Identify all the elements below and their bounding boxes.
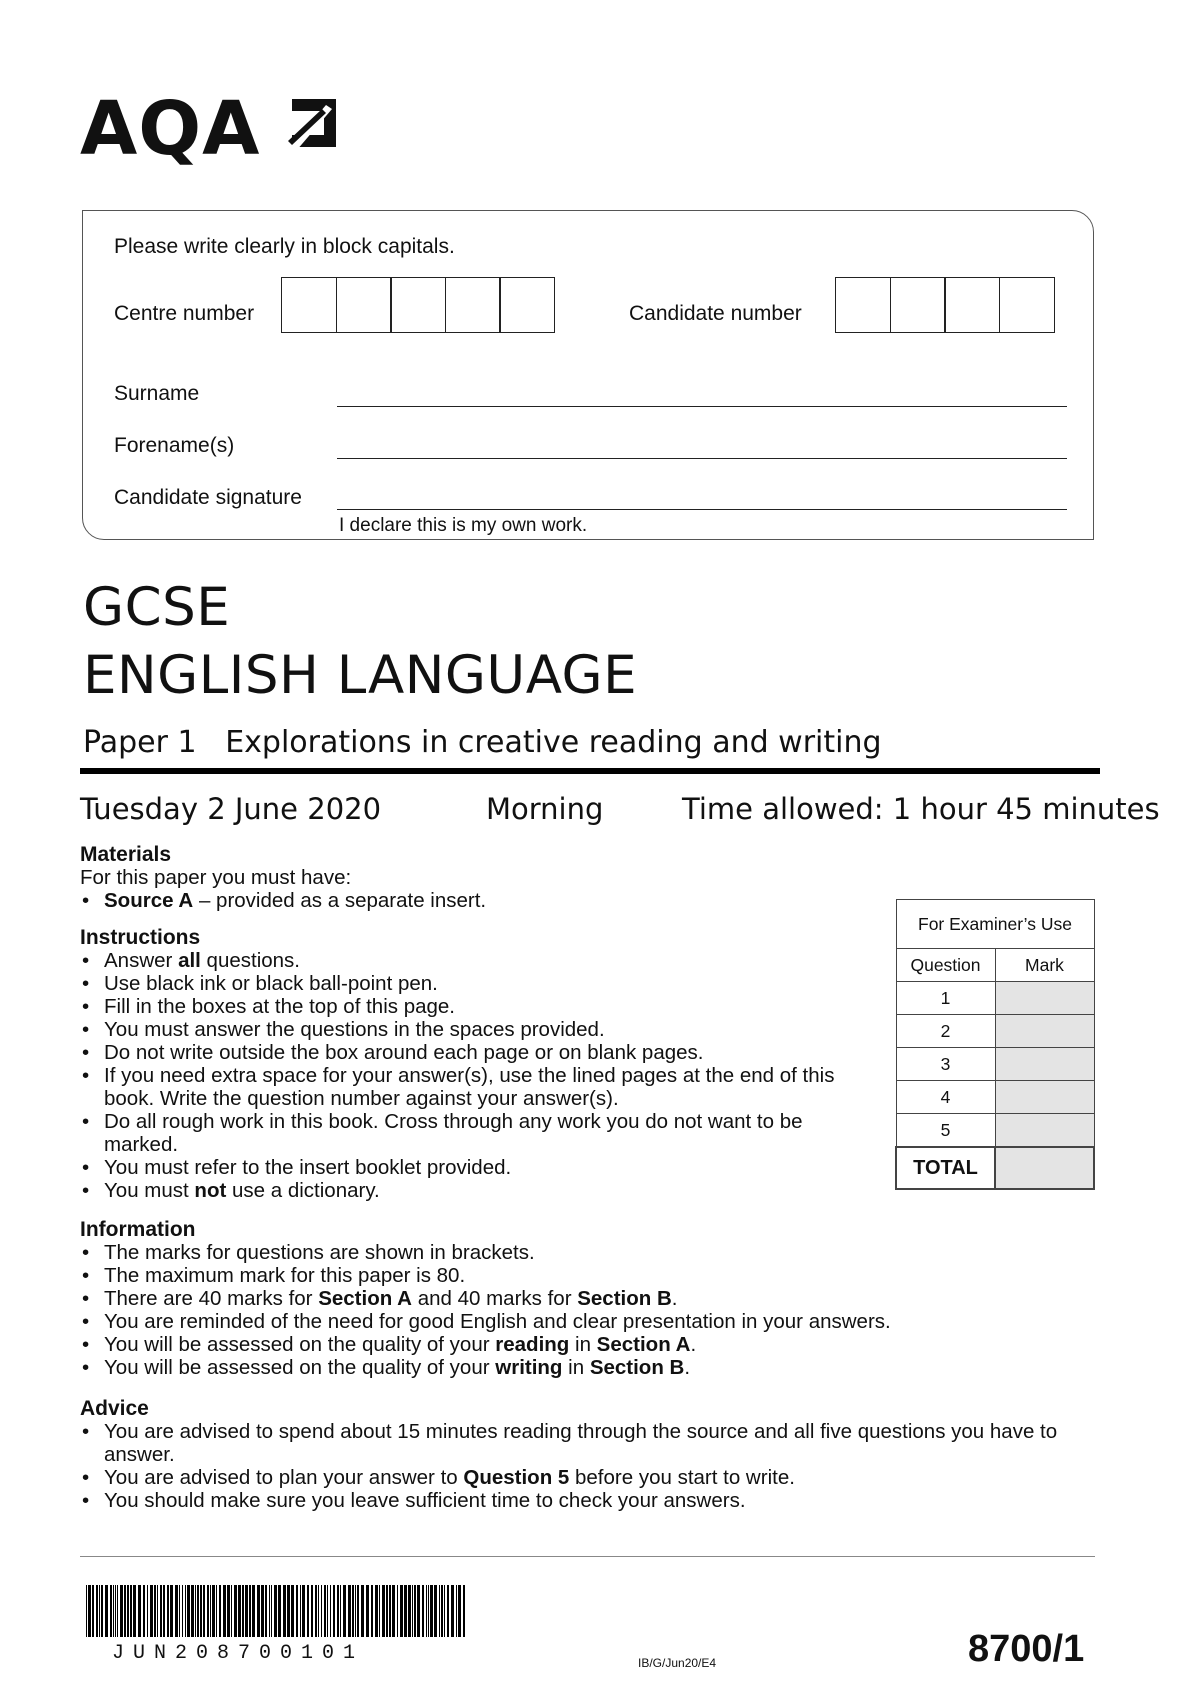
- list-item: • Do not write outside the box around each page or on blank pages.: [80, 1041, 840, 1064]
- list-item: • You are reminded of the need for good English and clear presentation in your answers.: [80, 1310, 1090, 1333]
- list-item: • You must answer the questions in the spaces provided.: [80, 1018, 840, 1041]
- question-number: 2: [896, 1015, 995, 1048]
- list-item: • You will be assessed on the quality of your reading in Section A.: [80, 1333, 1090, 1356]
- mark-column-header: Mark: [995, 949, 1094, 982]
- list-item: • You will be assessed on the quality of your writing in Section B.: [80, 1356, 1090, 1379]
- surname-line[interactable]: [337, 406, 1067, 407]
- table-row: [896, 1048, 1094, 1081]
- list-item: • Do all rough work in this book. Cross through any work you do not want to be marked.: [80, 1110, 840, 1156]
- advice-heading: Advice: [80, 1397, 149, 1420]
- table-row: [896, 1147, 1094, 1189]
- candidate-digit-box[interactable]: [835, 277, 891, 333]
- centre-digit-box[interactable]: [445, 277, 501, 333]
- aqa-logo-mark-icon: [284, 95, 340, 151]
- table-row: [896, 1114, 1094, 1148]
- candidate-number-boxes[interactable]: [835, 277, 1055, 333]
- exam-date: Tuesday 2 June 2020: [80, 792, 382, 826]
- list-item: • You are advised to plan your answer to Question 5 before you start to write.: [80, 1466, 1080, 1489]
- centre-number-label: Centre number: [114, 302, 255, 325]
- materials-list: [80, 889, 880, 912]
- footer-divider: [80, 1556, 1095, 1557]
- list-item: • Answer all questions.: [80, 949, 840, 972]
- total-label: TOTAL: [896, 1147, 995, 1189]
- mark-cell[interactable]: [995, 1081, 1094, 1114]
- centre-digit-box[interactable]: [390, 277, 446, 333]
- mark-cell[interactable]: [995, 1114, 1094, 1148]
- question-number: 1: [896, 982, 995, 1015]
- declaration-text: I declare this is my own work.: [339, 515, 588, 536]
- list-item: • Use black ink or black ball-point pen.: [80, 972, 840, 995]
- candidate-digit-box[interactable]: [944, 277, 1000, 333]
- question-number: 5: [896, 1114, 995, 1148]
- barcode-text: JUN208700101: [112, 1642, 365, 1665]
- paper-reference: IB/G/Jun20/E4: [638, 1656, 717, 1670]
- examiner-use-table: [895, 899, 1095, 1190]
- list-item: • You must not use a dictionary.: [80, 1179, 840, 1202]
- list-item: • Source A – provided as a separate insert.: [80, 889, 880, 912]
- information-heading: Information: [80, 1218, 196, 1241]
- barcode-icon: [86, 1585, 470, 1637]
- signature-label: Candidate signature: [114, 486, 302, 509]
- centre-digit-box[interactable]: [499, 277, 555, 333]
- table-row: [896, 1015, 1094, 1048]
- centre-number-boxes[interactable]: [281, 277, 555, 333]
- mark-cell[interactable]: [995, 1015, 1094, 1048]
- advice-list: [80, 1420, 1080, 1512]
- candidate-number-label: Candidate number: [629, 302, 802, 325]
- mark-cell[interactable]: [995, 982, 1094, 1015]
- subject-title: ENGLISH LANGUAGE: [83, 645, 638, 706]
- examiner-table-title: For Examiner’s Use: [896, 900, 1094, 949]
- list-item: • You must refer to the insert booklet provided.: [80, 1156, 840, 1179]
- candidate-digit-box[interactable]: [999, 277, 1055, 333]
- instructions-heading: Instructions: [80, 926, 201, 949]
- information-list: [80, 1241, 1090, 1379]
- block-capitals-prompt: Please write clearly in block capitals.: [114, 235, 455, 258]
- list-item: • If you need extra space for your answer(s), use the lined pages at the end of this book. Write the question number against your answer(s).: [80, 1064, 840, 1110]
- question-number: 4: [896, 1081, 995, 1114]
- qualification-title: GCSE: [83, 577, 231, 638]
- centre-digit-box[interactable]: [336, 277, 392, 333]
- list-item: • There are 40 marks for Section A and 40 marks for Section B.: [80, 1287, 1090, 1310]
- list-item: • The marks for questions are shown in brackets.: [80, 1241, 1090, 1264]
- list-item: • You are advised to spend about 15 minutes reading through the source and all five questions you have to answer.: [80, 1420, 1080, 1466]
- materials-heading: Materials: [80, 843, 172, 866]
- materials-intro: For this paper you must have:: [80, 866, 352, 889]
- table-row: [896, 982, 1094, 1015]
- aqa-logo-text: AQA: [80, 86, 261, 172]
- question-number: 3: [896, 1048, 995, 1081]
- candidate-digit-box[interactable]: [890, 277, 946, 333]
- total-mark-cell[interactable]: [995, 1147, 1094, 1189]
- centre-digit-box[interactable]: [281, 277, 337, 333]
- surname-label: Surname: [114, 382, 200, 405]
- table-row: [896, 1081, 1094, 1114]
- paper-title: Paper 1 Explorations in creative reading and writing: [83, 725, 882, 760]
- list-item: • Fill in the boxes at the top of this page.: [80, 995, 840, 1018]
- list-item: • The maximum mark for this paper is 80.: [80, 1264, 1090, 1287]
- question-column-header: Question: [896, 949, 995, 982]
- title-divider: [80, 768, 1100, 774]
- time-allowed: Time allowed: 1 hour 45 minutes: [682, 792, 1160, 826]
- list-item: • You should make sure you leave sufficient time to check your answers.: [80, 1489, 1080, 1512]
- paper-code: 8700/1: [968, 1628, 1085, 1670]
- instructions-list: [80, 949, 840, 1202]
- forename-line[interactable]: [337, 458, 1067, 459]
- signature-line[interactable]: [337, 509, 1067, 510]
- forename-label: Forename(s): [114, 434, 235, 457]
- exam-session: Morning: [486, 792, 604, 826]
- mark-cell[interactable]: [995, 1048, 1094, 1081]
